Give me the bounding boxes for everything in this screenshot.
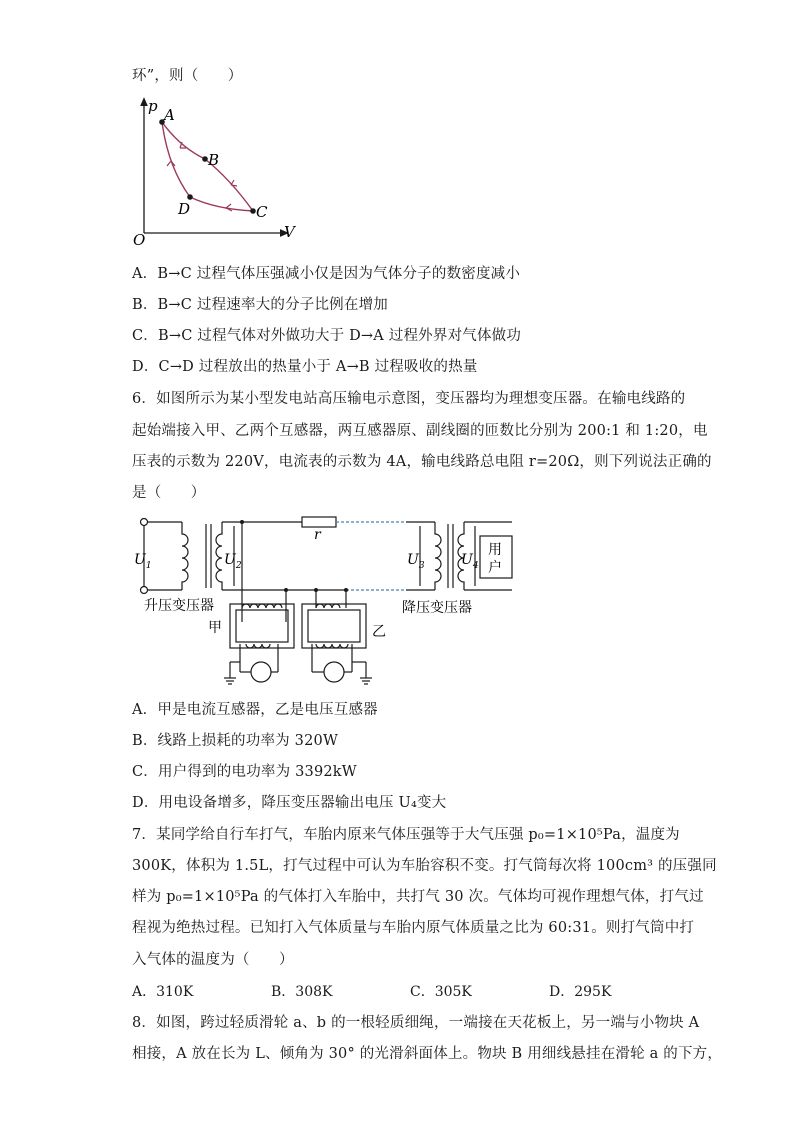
axis-v-label: V xyxy=(284,223,295,241)
q6-stem-line-1: 6．如图所示为某小型发电站高压输电示意图，变压器均为理想变压器。在输电线路的 xyxy=(132,391,686,407)
q7-stem-line-4: 程视为绝热过程。已知打入气体质量与车胎内原气体质量之比为 60:31。则打气筒中打 xyxy=(132,920,695,936)
terminal-top xyxy=(141,519,148,526)
pv-graph xyxy=(130,97,300,249)
q6-stem-line-4: 是（ ） xyxy=(132,485,206,501)
q6-option-b: B．线路上损耗的功率为 320W xyxy=(132,733,339,749)
q7-option-b: B．308K xyxy=(271,984,333,1000)
jia-transformer-inner xyxy=(236,610,288,642)
label-yi: 乙 xyxy=(372,624,386,640)
q7-stem-line-2: 300K，体积为 1.5L，打气过程中可认为车胎容积不变。打气筒每次将 100cm³ 的压强同 xyxy=(132,858,717,874)
label-u2: $U_2$ xyxy=(224,552,242,571)
q7-stem-line-3: 样为 p₀=1×10⁵Pa 的气体打入车胎中，共打气 30 次。气体均可视作理想气体，打气过 xyxy=(132,889,704,905)
point-d xyxy=(187,194,193,200)
q6-stem-line-2: 起始端接入甲、乙两个互感器，两互感器原、副线圈的匝数比分别为 200:1 和 1:20，电 xyxy=(132,423,708,439)
transmission-circuit xyxy=(130,512,520,692)
step-up-secondary-coil xyxy=(216,522,222,590)
q6-stem-line-3: 压表的示数为 220V，电流表的示数为 4A，输电线路总电阻 r=20Ω，则下列说法正确的 xyxy=(132,454,712,470)
yi-transformer-inner xyxy=(308,610,360,642)
q5-stem-tail: 环”，则（ ） xyxy=(132,68,243,84)
label-a: A xyxy=(164,106,175,124)
q7-stem-line-1: 7．某同学给自行车打气，车胎内原来气体压强等于大气压强 p₀=1×10⁵Pa，温度为 xyxy=(132,827,680,843)
q7-stem-line-5: 入气体的温度为（ ） xyxy=(132,952,294,968)
origin-label: O xyxy=(133,231,146,249)
step-down-primary-coil xyxy=(435,522,441,590)
label-r: r xyxy=(314,527,321,543)
label-u3: $U_3$ xyxy=(407,552,425,571)
arrow-da xyxy=(167,161,175,166)
label-step-up: 升压变压器 xyxy=(144,598,214,614)
label-u4: $U_4$ xyxy=(461,552,479,571)
label-user-2: 户 xyxy=(488,560,502,576)
arrow-bc xyxy=(231,180,237,186)
label-jia: 甲 xyxy=(208,620,222,636)
step-up-primary-coil xyxy=(182,522,188,590)
curve-d-a xyxy=(162,122,190,197)
axis-p-label: p xyxy=(148,97,158,115)
q5-option-d: D．C→D 过程放出的热量小于 A→B 过程吸收的热量 xyxy=(132,359,478,375)
label-step-down: 降压变压器 xyxy=(402,600,472,616)
jia-secondary-coil xyxy=(246,644,270,648)
jia-meter xyxy=(251,662,271,682)
resistor-r xyxy=(302,517,336,527)
q8-stem-line-2: 相接，A 放在长为 L、倾角为 30° 的光滑斜面体上。物块 B 用细线悬挂在滑轮 a 的下方， xyxy=(132,1046,723,1062)
point-b xyxy=(202,156,208,162)
label-b: B xyxy=(208,151,220,169)
jia-primary-coil xyxy=(242,604,282,608)
label-d: D xyxy=(178,200,191,218)
q7-option-d: D．295K xyxy=(549,984,612,1000)
terminal-bottom xyxy=(141,587,148,594)
q7-option-a: A．310K xyxy=(132,984,194,1000)
q5-option-b: B．B→C 过程速率大的分子比例在增加 xyxy=(132,297,388,313)
yi-meter xyxy=(324,662,344,682)
q6-option-d: D．用电设备增多，降压变压器输出电压 U₄变大 xyxy=(132,795,447,811)
point-c xyxy=(250,208,256,214)
label-user-1: 用 xyxy=(488,542,502,558)
q7-option-c: C．305K xyxy=(410,984,472,1000)
q5-option-a: A．B→C 过程气体压强减小仅是因为气体分子的数密度减小 xyxy=(132,266,521,282)
yi-primary-coil xyxy=(316,604,340,608)
q5-option-c: C．B→C 过程气体对外做功大于 D→A 过程外界对气体做功 xyxy=(132,328,522,344)
q6-option-c: C．用户得到的电功率为 3392kW xyxy=(132,764,357,780)
arrow-cd xyxy=(226,204,232,211)
label-u1: $U_1$ xyxy=(134,552,152,571)
label-c: C xyxy=(256,203,268,221)
q8-stem-line-1: 8．如图，跨过轻质滑轮 a、b 的一根轻质细绳，一端接在天花板上，另一端与小物块 A xyxy=(132,1015,700,1031)
q6-option-a: A．甲是电流互感器，乙是电压互感器 xyxy=(132,702,378,718)
